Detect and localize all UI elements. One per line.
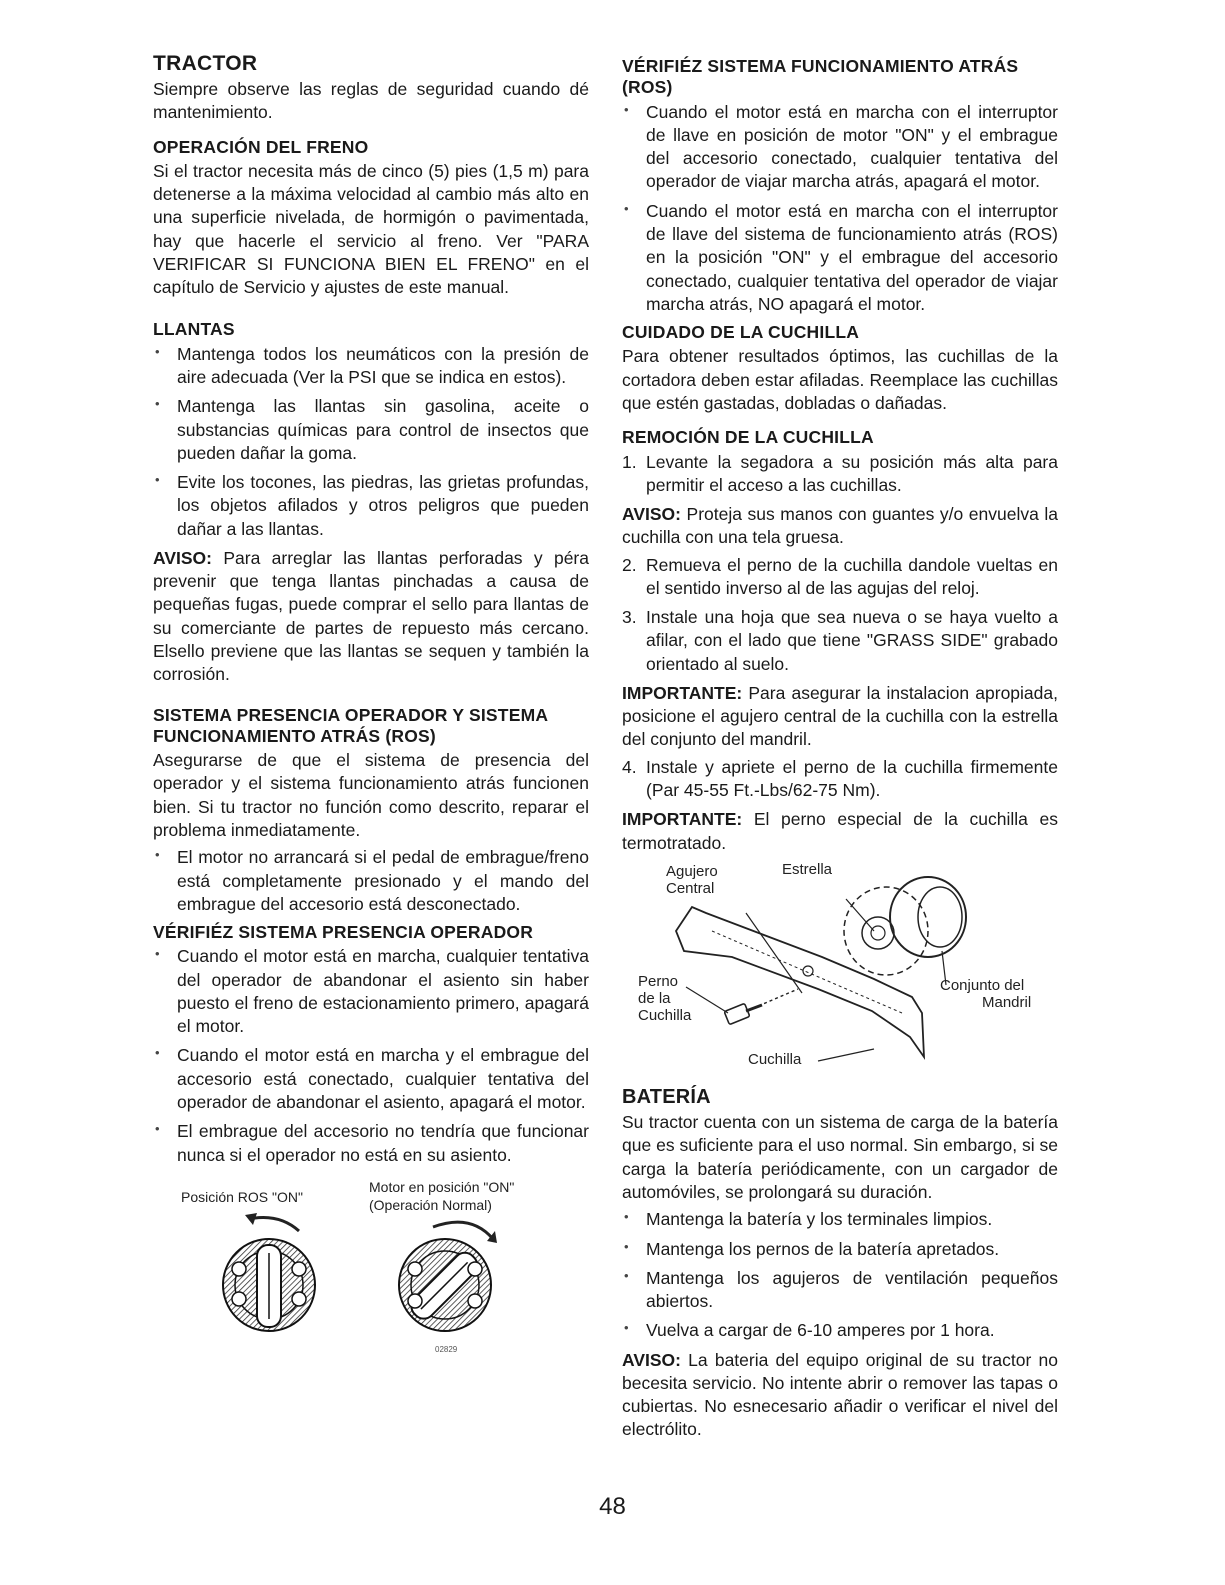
key-switch-illustration bbox=[153, 1173, 589, 1363]
list-item: • Mantenga todos los neumáticos con la presión de aire adecuada (Ver la PSI que se indica en estos). bbox=[153, 343, 589, 390]
verif-ros-heading: VÉRIFIÉZ SISTEMA FUNCIONAMIENTO ATRÁS (ROS) bbox=[622, 56, 1019, 98]
tractor-heading: TRACTOR bbox=[153, 52, 258, 75]
importante-text: El perno especial de la cuchilla es termotratado. bbox=[622, 809, 1058, 853]
list-item: • Cuando el motor está en marcha con el interruptor de llave en posición de motor "ON" y el embrague del accesorio conectado, cualquier tentativa del operador de viajar marcha atrás, apagará el motor. bbox=[622, 101, 1058, 194]
aviso-llantas bbox=[153, 547, 589, 687]
list-item bbox=[622, 756, 1058, 803]
list-item: • Evite los tocones, las piedras, las grietas profundas, los objetos afilados y otros peligros que pueden dañar a las llantas. bbox=[153, 471, 589, 541]
bolt-icon bbox=[724, 989, 798, 1025]
importante-1 bbox=[622, 682, 1058, 752]
step-number: 1. bbox=[622, 451, 637, 472]
key-switch-figure bbox=[153, 1173, 589, 1363]
right-column bbox=[622, 52, 1058, 1446]
bateria-list bbox=[622, 1208, 1058, 1342]
aviso-label: AVISO: bbox=[622, 504, 681, 525]
step-number: 2. bbox=[622, 554, 637, 575]
page-number: 48 bbox=[599, 1493, 626, 1520]
conjunto-label-2: Mandril bbox=[982, 993, 1032, 1011]
motor-on-label: Motor en posición "ON" bbox=[369, 1178, 515, 1195]
step-text: Levante la segadora a su posición más alta para permitir el acceso a las cuchillas. bbox=[646, 451, 1058, 495]
freno-heading: OPERACIÓN DEL FRENO bbox=[153, 136, 369, 157]
freno-paragraph: Si el tractor necesita más de cinco (5) pies (1,5 m) para detenerse a la máxima velocidad al cambio más alto en una superficie nivelada, de hormigón o pavimentada, hay que hacerle el servicio al freno. Ver "PARA VERIFICAR SI FUNCIONA BIEN EL FRENO" en el capítulo de Servicio y ajustes de este manual. bbox=[153, 160, 589, 298]
list-item: • Cuando el motor está en marcha con el interruptor de llave del sistema de funcionamiento atrás (ROS) en la posición "ON" y el embrague del accesorio conectado, cualquier tentativa del operador de viajar marcha atrás, NO apagará el motor. bbox=[622, 200, 1058, 316]
verif-operador-heading: VÉRIFIÉZ SISTEMA PRESENCIA OPERADOR bbox=[153, 922, 534, 943]
aviso-label: AVISO: bbox=[153, 547, 212, 568]
aviso-bateria bbox=[622, 1349, 1058, 1442]
aviso-label: AVISO: bbox=[622, 1349, 681, 1370]
list-item: • Mantenga los pernos de la batería apretados. bbox=[622, 1238, 1058, 1261]
step-text: Remueva el perno de la cuchilla dandole vueltas en el sentido inverso al de las agujas del reloj. bbox=[646, 554, 1058, 598]
ros-on-label: Posición ROS "ON" bbox=[181, 1188, 303, 1205]
step-text: Instale y apriete el perno de la cuchilla firmemente (Par 45-55 Ft.-Lbs/62-75 Nm). bbox=[646, 756, 1058, 801]
verif-operador-list bbox=[153, 945, 589, 1166]
step-number: 3. bbox=[622, 607, 637, 628]
list-item: • Mantenga los agujeros de ventilación pequeños abiertos. bbox=[622, 1267, 1058, 1314]
cuidado-paragraph: Para obtener resultados óptimos, las cuchillas de la cortadora deben estar afiladas. Reemplace las cuchillas que estén gastadas, dobladas o dañadas. bbox=[622, 346, 1058, 413]
blade-icon bbox=[676, 907, 924, 1057]
ros-heading: SISTEMA PRESENCIA OPERADOR Y SISTEMA FUNCIONAMIENTO ATRÁS (ROS) bbox=[153, 704, 548, 746]
central-label: Central bbox=[666, 879, 715, 897]
importante-label: IMPORTANTE: bbox=[622, 809, 743, 830]
remocion-steps-3 bbox=[622, 756, 1058, 803]
list-item: • El motor no arrancará si el pedal de embrague/freno está completamente presionado y el mando del embrague del accesorio está desconectado. bbox=[153, 846, 589, 916]
ros-list bbox=[153, 846, 589, 916]
remocion-steps-2 bbox=[622, 554, 1058, 676]
step-text: Instale una hoja que sea nueva o se haya vuelto a afilar, con el lado que tiene "GRASS SIDE" grabado orientado al suelo. bbox=[646, 607, 1058, 674]
agujero-label: Agujero bbox=[666, 862, 718, 880]
remocion-heading: REMOCIÓN DE LA CUCHILLA bbox=[622, 427, 874, 448]
cuidado-heading: CUIDADO DE LA CUCHILLA bbox=[622, 322, 860, 343]
perno-label-2: de la bbox=[638, 989, 671, 1007]
llantas-heading: LLANTAS bbox=[153, 319, 235, 340]
list-item bbox=[622, 451, 1058, 498]
list-item bbox=[622, 606, 1058, 676]
list-item: • Vuelva a cargar de 6-10 amperes por 1 hora. bbox=[622, 1319, 1058, 1342]
verif-ros-list bbox=[622, 101, 1058, 316]
step-number: 4. bbox=[622, 756, 637, 777]
estrella-label: Estrella bbox=[782, 860, 833, 878]
perno-label-3: Cuchilla bbox=[638, 1006, 692, 1024]
importante-text: Para asegurar la instalacion apropiada, posicione el agujero central de la cuchilla con la estrella del conjunto del mandril. bbox=[622, 682, 1058, 750]
operacion-normal-label: (Operación Normal) bbox=[369, 1196, 492, 1213]
list-item: • Mantenga la batería y los terminales limpios. bbox=[622, 1208, 1058, 1231]
ros-paragraph: Asegurarse de que el sistema de presencia del operador y el sistema funcionamiento atrás funcionen bien. Si tu tractor no función como descrito, reparar el problema inmediatamente. bbox=[153, 750, 589, 841]
list-item: • Mantenga las llantas sin gasolina, aceite o substancias químicas para control de insectos que pueden dañar la goma. bbox=[153, 395, 589, 465]
importante-label: IMPORTANTE: bbox=[622, 682, 743, 703]
list-item: • El embrague del accesorio no tendría que funcionar nunca si el operador no está en su asiento. bbox=[153, 1120, 589, 1167]
aviso-text: Proteja sus manos con guantes y/o envuelva la cuchilla con una tela gruesa. bbox=[622, 504, 1058, 548]
aviso-text: Para arreglar las llantas perforadas y péra prevenir que tenga llantas pinchadas a causa de pequeñas fugas, puede comprar el sello para llantas de su comerciante de partes de repuesto más cercano. Elsello previene que las llantas se sequen y también la corrosión. bbox=[153, 547, 589, 685]
llantas-list bbox=[153, 343, 589, 541]
perno-label-1: Perno bbox=[638, 972, 679, 990]
list-item bbox=[622, 554, 1058, 601]
figure-code: 02829 bbox=[435, 1344, 458, 1354]
bateria-paragraph: Su tractor cuenta con un sistema de carga de la batería que es suficiente para el uso normal. Sin embargo, si se carga la batería periódicamente, con un cargador de automóviles, se prolongará su duración. bbox=[622, 1112, 1058, 1202]
bateria-heading: BATERÍA bbox=[622, 1085, 711, 1108]
ros-switch-icon bbox=[223, 1213, 315, 1331]
tractor-intro: Siempre observe las reglas de seguridad cuando dé mantenimiento. bbox=[153, 79, 589, 123]
left-column bbox=[153, 52, 589, 1363]
aviso-cuchilla bbox=[622, 503, 1058, 550]
motor-switch-icon bbox=[399, 1222, 497, 1331]
cuchilla-label: Cuchilla bbox=[748, 1050, 802, 1068]
list-item: • Cuando el motor está en marcha, cualquier tentativa del operador de abandonar el asiento sin haber puesto el freno de estacionamiento primero, apagará el motor. bbox=[153, 945, 589, 1038]
remocion-steps bbox=[622, 451, 1058, 498]
spindle-icon bbox=[844, 877, 966, 975]
conjunto-label-1: Conjunto del bbox=[940, 976, 1025, 994]
aviso-text: La bateria del equipo original de su tractor no becesita servicio. No intente abrir o remover las tapas o cubiertas. No esnecesario añadir o verificar el nivel del electrólito. bbox=[622, 1349, 1058, 1440]
importante-2 bbox=[622, 808, 1058, 855]
blade-figure bbox=[622, 861, 1058, 1079]
list-item: • Cuando el motor está en marcha y el embrague del accesorio está conectado, cualquier tentativa del operador de abandonar el asiento, apagará el motor. bbox=[153, 1044, 589, 1114]
